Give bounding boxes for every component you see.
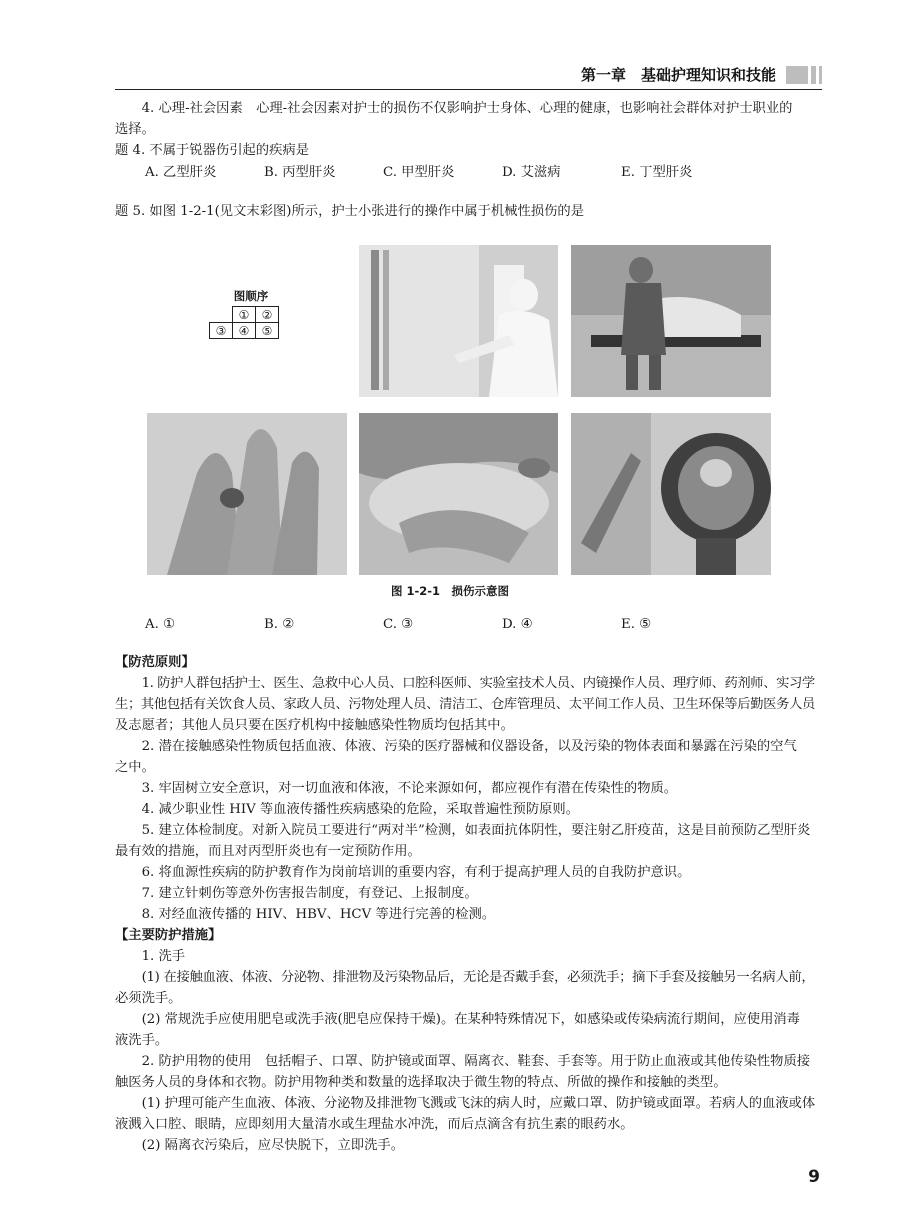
q5-option-d: D. ④ [502,617,533,632]
order-cell-3: ③ [210,323,233,339]
photo-1-uv-lamp [359,245,558,397]
measures-1-1-line1: (1) 在接触血液、体液、分泌物、排泄物及污染物品后，无论是否戴手套，必须洗手；摘下手套及接触另一名病人前， [141,970,815,985]
figure-order-key [209,288,293,339]
figure-1-2-1 [147,245,771,575]
header-rule [115,89,822,90]
prevention-8: 8. 对经血液传播的 HIV、HBV、HCV 等进行完善的检测。 [141,907,496,922]
chapter-title: 第一章 基础护理知识和技能 [580,66,776,84]
item4-line1: 4. 心理-社会因素 心理-社会因素对护士的损伤不仅影响护士身体、心理的健康，也影响社会群体对护士职业的 [141,101,793,116]
photo-3-hand-injury [147,413,347,575]
prevention-2-line1: 2. 潜在接触感染性物质包括血液、体液、污染的医疗器械和仪器设备，以及污染的物体表面和暴露在污染的空气 [141,739,797,754]
photo-4-neck-burn [359,413,558,575]
order-cell-1: ① [233,307,256,323]
q5-option-e: E. ⑤ [621,617,652,632]
q5-options [115,614,815,635]
main-text-block [115,652,815,1156]
q5-option-c: C. ③ [383,617,414,632]
order-cell-5: ⑤ [256,323,279,339]
prevention-1-line2: 生；其他包括有关饮食人员、家政人员、污物处理人员、清洁工、仓库管理员、太平间工作人员、卫生环保等后勤医务人员 [115,697,816,712]
prevention-heading: 【防范原则】 [115,655,195,670]
q4-options [115,162,815,183]
prevention-7: 7. 建立针刺伤等意外伤害报告制度，有登记、上报制度。 [141,886,478,901]
q4-option-a: A. 乙型肝炎 [145,165,217,180]
q5-options-block [115,613,815,635]
q4-option-c: C. 甲型肝炎 [383,165,455,180]
prevention-5-line2: 最有效的措施，而且对丙型肝炎也有一定预防作用。 [115,844,421,859]
measures-2-line2: 触医务人员的身体和衣物。防护用物种类和数量的选择取决于微生物的特点、所做的操作和接触的类型。 [115,1075,727,1090]
measures-heading: 【主要防护措施】 [115,928,222,943]
photo-5-autoclave [571,413,771,575]
order-table [209,306,279,339]
top-text-block [115,98,815,222]
measures-1-2-line2: 液洗手。 [115,1033,169,1048]
photo-2-patient-transfer [571,245,771,397]
measures-1-2-line1: (2) 常规洗手应使用肥皂或洗手液(肥皂应保持干燥)。在某种特殊情况下，如感染或传染病流行期间，应使用消毒 [141,1012,800,1027]
prevention-2-line2: 之中。 [115,760,155,775]
measures-2-line1: 2. 防护用物的使用 包括帽子、口罩、防护镜或面罩、隔离衣、鞋套、手套等。用于防止血液或其他传染性物质接 [141,1054,811,1069]
q4-stem: 题 4. 不属于锐器伤引起的疾病是 [115,143,309,158]
order-cell-2: ② [256,307,279,323]
prevention-4: 4. 减少职业性 HIV 等血液传播性疾病感染的危险，采取普遍性预防原则。 [141,802,580,817]
item4-line2: 选择。 [115,122,155,137]
page-number: 9 [808,1167,820,1187]
q5-stem: 题 5. 如图 1-2-1(见文末彩图)所示，护士小张进行的操作中属于机械性损伤的是 [115,204,585,219]
measures-2-2: (2) 隔离衣污染后，应尽快脱下，立即洗手。 [141,1138,404,1153]
header-decoration [786,66,822,84]
q5-option-a: A. ① [145,617,175,632]
order-title: 图顺序 [233,289,269,303]
measures-1-heading: 1. 洗手 [141,949,186,964]
prevention-5-line1: 5. 建立体检制度。对新入院员工要进行“两对半”检测，如表面抗体阴性，要注射乙肝疫苗，这是目前预防乙型肝炎 [141,823,811,838]
measures-1-1-line2: 必须洗手。 [115,991,182,1006]
measures-2-1-line1: (1) 护理可能产生血液、体液、分泌物及排泄物飞溅或飞沫的病人时，应戴口罩、防护镜或面罩。若病人的血液或体 [141,1096,816,1111]
q5-option-b: B. ② [264,617,295,632]
q4-option-e: E. 丁型肝炎 [621,165,693,180]
order-cell-4: ④ [233,323,256,339]
prevention-1-line3: 及志愿者；其他人员只要在医疗机构中接触感染性物质均包括其中。 [115,718,514,733]
q4-option-d: D. 艾滋病 [502,165,561,180]
prevention-3: 3. 牢固树立安全意识，对一切血液和体液，不论来源如何，都应视作有潜在传染性的物质。 [141,781,678,796]
prevention-1-line1: 1. 防护人群包括护士、医生、急救中心人员、口腔科医师、实验室技术人员、内镜操作人员、理疗师、药剂师、实习学 [141,676,815,691]
running-header [581,64,822,85]
figure-caption: 图 1-2-1 损伤示意图 [390,584,510,598]
measures-2-1-line2: 液溅入口腔、眼睛，应即刻用大量清水或生理盐水冲洗，而后点滴含有抗生素的眼药水。 [115,1117,634,1132]
prevention-6: 6. 将血源性疾病的防护教育作为岗前培训的重要内容，有利于提高护理人员的自我防护意识。 [141,865,691,880]
q4-option-b: B. 丙型肝炎 [264,165,336,180]
